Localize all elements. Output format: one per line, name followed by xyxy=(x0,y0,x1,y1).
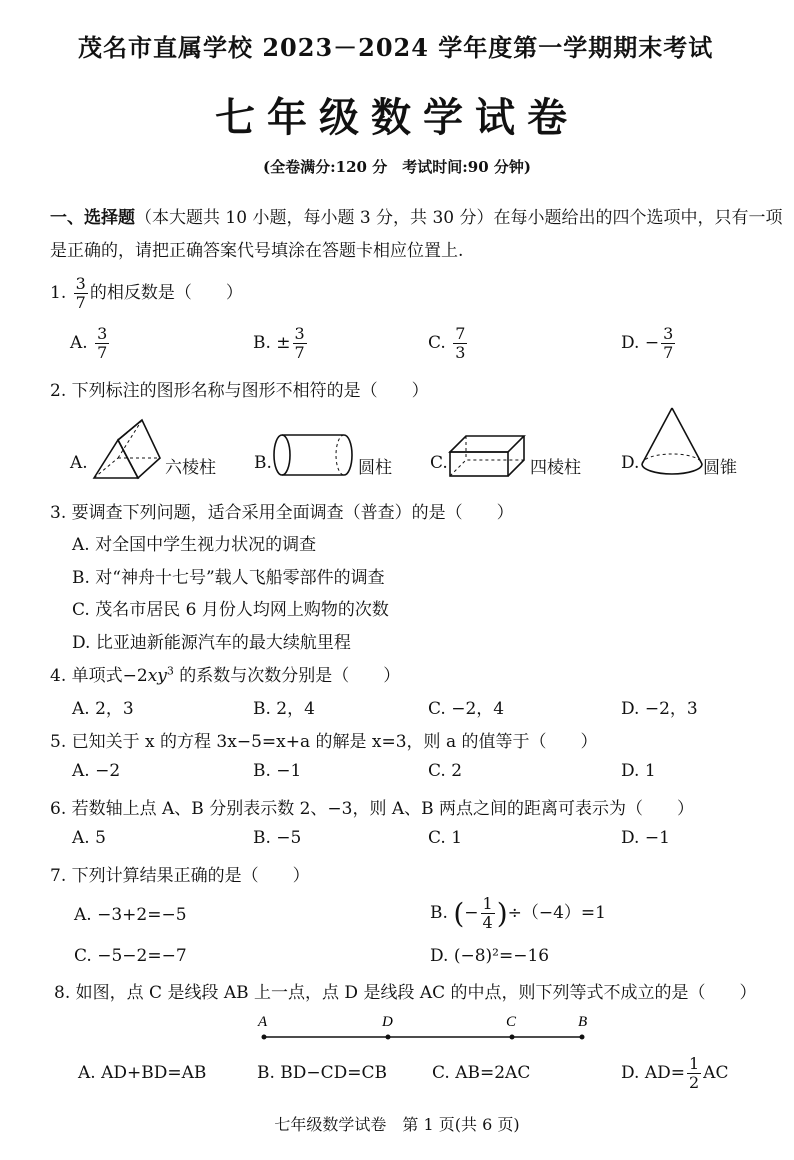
question-6-option-b[interactable]: B. −5 xyxy=(253,828,302,848)
point-d-label: D xyxy=(382,1014,393,1030)
question-5-stem: 5. 已知关于 x 的方程 3x−5=x+a 的解是 x=3，则 a 的值等于（ ） xyxy=(50,732,598,752)
segment-diagram xyxy=(250,1010,590,1046)
question-5-option-d[interactable]: D. 1 xyxy=(621,761,656,781)
question-4-option-b[interactable]: B. 2，4 xyxy=(253,699,315,719)
question-2-option-d-name: 圆锥 xyxy=(703,458,737,478)
question-3-option-a[interactable]: A. 对全国中学生视力状况的调查 xyxy=(72,535,317,555)
question-5-option-c[interactable]: C. 2 xyxy=(428,761,463,781)
question-8-option-b[interactable]: B. BD−CD=CB xyxy=(257,1063,388,1083)
point-a-label: A xyxy=(258,1014,268,1030)
question-1-option-c[interactable]: C. $\frac{7}{3}$ xyxy=(428,324,466,362)
question-8-option-a[interactable]: A. AD+BD=AB xyxy=(78,1063,207,1083)
exam-header: 茂名市直属学校 2023－2024 学年度第一学期期末考试 xyxy=(78,33,714,62)
section-instructions: （本大题共 10 小题，每小题 3 分，共 30 分）在每小题给出的四个选项中，只有一项是正确的，请把正确答案代号填涂在答题卡相应位置上. xyxy=(50,208,783,261)
question-2-option-a-label[interactable]: A. xyxy=(70,453,88,473)
question-3-option-d[interactable]: D. 比亚迪新能源汽车的最大续航里程 xyxy=(72,633,351,653)
question-1-stem: 1. $\frac{3}{7}$ 的相反数是（ ） xyxy=(50,274,243,312)
question-2-stem: 2. 下列标注的图形名称与图形不相符的是（ ） xyxy=(50,381,429,401)
exam-subtitle: (全卷满分:120 分 考试时间:90 分钟) xyxy=(263,158,531,176)
question-2-option-c-label[interactable]: C. xyxy=(430,453,448,473)
question-6-stem: 6. 若数轴上点 A、B 分别表示数 2、−3，则 A、B 两点之间的距离可表示为（ ） xyxy=(50,799,695,819)
section-intro xyxy=(50,202,790,268)
fraction: $\frac{3}{7}$ xyxy=(75,274,86,312)
question-2-option-b-label[interactable]: B. xyxy=(254,453,272,473)
point-b-dot xyxy=(580,1035,585,1040)
point-b-label: B xyxy=(578,1014,588,1030)
section-heading: 一、选择题 xyxy=(50,208,135,228)
question-6-option-d[interactable]: D. −1 xyxy=(621,828,670,848)
question-5-option-b[interactable]: B. −1 xyxy=(253,761,302,781)
question-2-option-c-name: 四棱柱 xyxy=(530,458,581,478)
page-title: 七年级数学试卷 xyxy=(215,94,579,141)
question-6-option-a[interactable]: A. 5 xyxy=(72,828,106,848)
point-c-label: C xyxy=(506,1014,517,1030)
question-1-option-d[interactable]: D. − $\frac{3}{7}$ xyxy=(621,324,674,362)
question-7-option-c[interactable]: C. −5−2=−7 xyxy=(74,946,187,966)
question-4-option-a[interactable]: A. 2，3 xyxy=(72,699,134,719)
point-d-dot xyxy=(386,1035,391,1040)
question-2-option-a-name: 六棱柱 xyxy=(165,458,216,478)
rectangular-prism-figure xyxy=(448,432,528,478)
question-5-option-a[interactable]: A. −2 xyxy=(72,761,121,781)
question-7-stem: 7. 下列计算结果正确的是（ ） xyxy=(50,866,310,886)
question-2-option-b-name: 圆柱 xyxy=(358,458,392,478)
point-a-dot xyxy=(262,1035,267,1040)
question-7-option-a[interactable]: A. −3+2=−5 xyxy=(74,905,187,925)
question-8-option-d[interactable]: D. AD= $\frac{1}{2}$ AC xyxy=(621,1054,729,1092)
cylinder-figure xyxy=(272,432,354,478)
question-1-option-b[interactable]: B. ± $\frac{3}{7}$ xyxy=(253,324,305,362)
point-c-dot xyxy=(510,1035,515,1040)
question-7-option-b[interactable]: B. (− $\frac{1}{4}$ )÷（−4）=1 xyxy=(430,894,606,932)
question-8-option-c[interactable]: C. AB=2AC xyxy=(432,1063,531,1083)
triangular-prism-figure xyxy=(90,418,162,480)
question-1-option-a[interactable]: A. $\frac{3}{7}$ xyxy=(70,324,108,362)
page-footer: 七年级数学试卷 第 1 页(共 6 页) xyxy=(274,1115,520,1134)
question-7-option-d[interactable]: D. (−8)²=−16 xyxy=(430,946,550,966)
cone-figure xyxy=(640,406,704,482)
question-4-option-d[interactable]: D. −2，3 xyxy=(621,699,698,719)
question-4-stem: 4. 单项式$-2xy^3$ 的系数与次数分别是（ ） xyxy=(50,664,401,686)
question-3-stem: 3. 要调查下列问题，适合采用全面调查（普查）的是（ ） xyxy=(50,503,514,523)
question-8-stem: 8. 如图，点 C 是线段 AB 上一点，点 D 是线段 AC 的中点，则下列等式不成立的是（ ） xyxy=(54,983,757,1003)
question-2-option-d-label[interactable]: D. xyxy=(621,453,640,473)
question-4-option-c[interactable]: C. −2，4 xyxy=(428,699,505,719)
question-3-option-c[interactable]: C. 茂名市居民 6 月份人均网上购物的次数 xyxy=(72,600,389,620)
question-3-option-b[interactable]: B. 对“神舟十七号”载人飞船零部件的调查 xyxy=(72,568,385,588)
question-6-option-c[interactable]: C. 1 xyxy=(428,828,463,848)
